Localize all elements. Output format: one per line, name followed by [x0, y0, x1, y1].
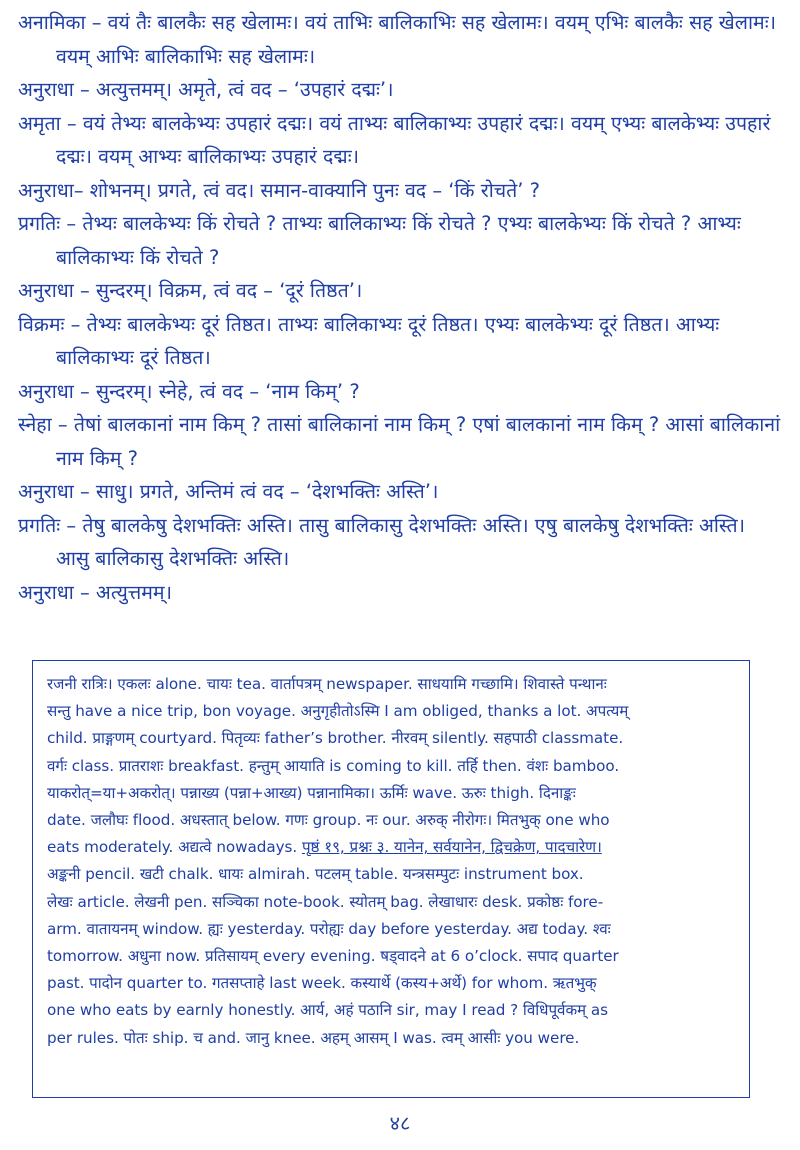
- glossary-line: अङ्कनी pencil. खटी chalk. धायः almirah. पटलम् table. यन्त्रसम्पुटः instrument box.: [47, 865, 584, 884]
- dialogue-line-sneha: स्नेहा – तेषां बालकानां नाम किम् ? तासां बालिकानां नाम किम् ? एषां बालकानां नाम किम् ? आसां बालिकानां नाम किम् ?: [18, 413, 781, 470]
- dialogue-line-amrita: अमृता – वयं तेभ्यः बालकेभ्यः उपहारं दद्मः। वयं ताभ्यः बालिकाभ्यः उपहारं दद्मः। वयम् एभ्यः बालकेभ्यः उपहारं दद्मः। वयम् आभ्यः बालिकाभ्यः उपहारं दद्मः।: [18, 111, 771, 168]
- dialogue-line-anuradha-5: अनुराधा – साधु। प्रगते, अन्तिमं त्वं वद – ‘देशभक्तिः अस्ति’।: [18, 480, 439, 503]
- underlined-reference-note: पृष्ठं १९, प्रश्नः ३. यानेन, सर्वयानेन, द्विचक्रेण, पादचारेण।: [301, 838, 602, 857]
- glossary-line: tomorrow. अधुना now. प्रतिसायम् every evening. षड्वादने at 6 o’clock. सपाद quarter: [47, 947, 619, 966]
- dialogue-line-anuradha-6: अनुराधा – अत्युत्तमम्।: [18, 580, 172, 604]
- page-number: ४८: [389, 1111, 411, 1135]
- glossary-line: रजनी रात्रिः। एकलः alone. चायः tea. वार्तापत्रम् newspaper. साधयामि गच्छामि। शिवास्ते पन्थानः: [47, 675, 607, 693]
- glossary-box: [32, 660, 750, 1098]
- glossary-line: याकरोत्=या+अकरोत्। पन्नाख्य (पन्ना+आख्य) पन्नानामिका। ऊर्मिः wave. ऊरुः thigh. दिनाङ्कः: [47, 783, 576, 802]
- dialogue-section: [18, 6, 783, 609]
- glossary-line: लेखः article. लेखनी pen. सञ्चिका note-book. स्योतम् bag. लेखाधारः desk. प्रकोष्ठः fore-: [47, 892, 604, 911]
- glossary-line-text: eats moderately. अद्यत्वे nowadays.: [47, 838, 298, 857]
- dialogue-line-anuradha-3: अनुराधा – सुन्दरम्। विक्रम, त्वं वद – ‘दूरं तिष्ठत’।: [18, 279, 363, 302]
- glossary-line: date. जलौघः flood. अधस्तात् below. गणः group. नः our. अरुक् नीरोगः। मितभुक् one who: [47, 811, 610, 830]
- glossary-line: सन्तु have a nice trip, bon voyage. अनुगृहीतोऽस्मि I am obliged, thanks a lot. अपत्यम्: [47, 702, 629, 721]
- dialogue-line-anamika: अनामिका – वयं तैः बालकैः सह खेलामः। वयं ताभिः बालिकाभिः सह खेलामः। वयम् एभिः बालकैः सह खेलामः। वयम् आभिः बालिकाभिः सह खेलामः।: [18, 11, 777, 68]
- dialogue-line-pragati-1: प्रगतिः – तेभ्यः बालकेभ्यः किं रोचते ? ताभ्यः बालिकाभ्यः किं रोचते ? एभ्यः बालकेभ्यः किं रोचते ? आभ्यः बालिकाभ्यः किं रोचते ?: [18, 212, 741, 269]
- glossary-line: past. पादोन quarter to. गतसप्ताहे last week. कस्यार्थे (कस्य+अर्थे) for whom. ऋतभुक्: [47, 974, 597, 993]
- dialogue-line-anuradha-2: अनुराधा– शोभनम्। प्रगते, त्वं वद। समान-वाक्यानि पुनः वद – ‘किं रोचते’ ?: [18, 178, 540, 202]
- glossary-line: वर्गः class. प्रातराशः breakfast. हन्तुम् आयाति is coming to kill. तर्हि then. वंशः bamboo.: [47, 756, 620, 775]
- dialogue-line-vikram: विक्रमः – तेभ्यः बालकेभ्यः दूरं तिष्ठत। ताभ्यः बालिकाभ्यः दूरं तिष्ठत। एभ्यः बालकेभ्यः दूरं तिष्ठत। आभ्यः बालिकाभ्यः दूरं तिष्ठत।: [18, 312, 720, 369]
- dialogue-line-anuradha-1: अनुराधा – अत्युत्तमम्। अमृते, त्वं वद – ‘उपहारं दद्मः’।: [18, 78, 394, 101]
- dialogue-line-pragati-2: प्रगतिः – तेषु बालकेषु देशभक्तिः अस्ति। तासु बालिकासु देशभक्तिः अस्ति। एषु बालकेषु देशभक्तिः अस्ति। आसु बालिकासु देशभक्तिः अस्ति।: [18, 513, 746, 570]
- glossary-line: one who eats by earnly honestly. आर्य, अहं पठानि sir, may I read ? विधिपूर्वकम् as: [47, 1001, 608, 1020]
- glossary-line: arm. वातायनम् window. ह्यः yesterday. परोह्यः day before yesterday. अद्य today. श्वः: [47, 919, 611, 938]
- glossary-line: per rules. पोतः ship. च and. जानु knee. अहम् आसम् I was. त्वम् आसीः you were.: [47, 1028, 580, 1047]
- glossary-line: child. प्राङ्गणम् courtyard. पितृव्यः father’s brother. नीरवम् silently. सहपाठी classmate.: [47, 729, 624, 748]
- glossary-line-with-note: [47, 834, 737, 861]
- dialogue-line-anuradha-4: अनुराधा – सुन्दरम्। स्नेहे, त्वं वद – ‘नाम किम्’ ?: [18, 379, 360, 403]
